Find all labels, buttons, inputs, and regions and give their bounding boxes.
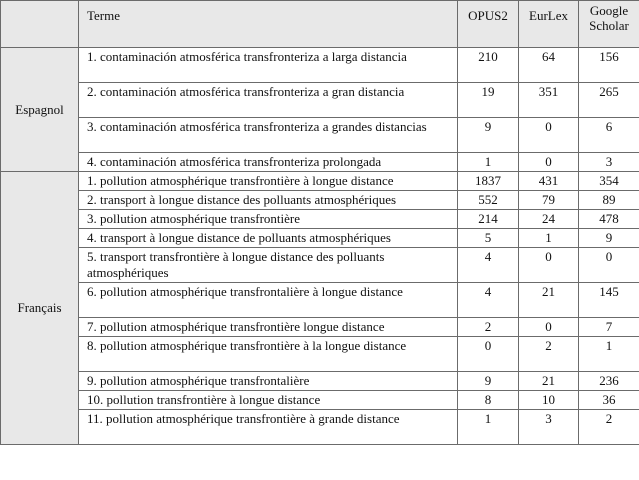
eurlex-count: 64: [519, 48, 579, 83]
eurlex-count: 10: [519, 391, 579, 410]
opus2-count: 210: [458, 48, 519, 83]
header-term: Terme: [79, 1, 458, 48]
eurlex-count: 431: [519, 172, 579, 191]
google-scholar-count: 36: [579, 391, 639, 410]
google-scholar-count: 265: [579, 83, 639, 118]
opus2-count: 214: [458, 210, 519, 229]
opus2-count: 8: [458, 391, 519, 410]
header-google-scholar: [579, 1, 639, 48]
eurlex-count: 3: [519, 410, 579, 445]
opus2-count: 0: [458, 337, 519, 372]
table-row: [1, 318, 639, 337]
opus2-count: 1: [458, 410, 519, 445]
google-scholar-count: 478: [579, 210, 639, 229]
table-row: [1, 48, 639, 83]
table-row: [1, 172, 639, 191]
table-row: [1, 248, 639, 283]
term-cell: 11. pollution atmosphérique transfrontière à grande distance: [79, 410, 458, 445]
opus2-count: 1837: [458, 172, 519, 191]
table-row: [1, 337, 639, 372]
header-language-corner: [1, 1, 79, 48]
google-scholar-count: 9: [579, 229, 639, 248]
google-scholar-count: 236: [579, 372, 639, 391]
term-cell: 4. transport à longue distance de polluants atmosphériques: [79, 229, 458, 248]
term-cell: 7. pollution atmosphérique transfrontière longue distance: [79, 318, 458, 337]
opus2-count: 552: [458, 191, 519, 210]
term-cell: 3. contaminación atmosférica transfronteriza a grandes distancias: [79, 118, 458, 153]
opus2-count: 1: [458, 153, 519, 172]
header-google-line1: Google: [589, 3, 629, 18]
eurlex-count: 0: [519, 318, 579, 337]
table-row: [1, 229, 639, 248]
header-row: [1, 1, 639, 48]
term-cell: 1. contaminación atmosférica transfronteriza a larga distancia: [79, 48, 458, 83]
term-cell: 2. transport à longue distance des polluants atmosphériques: [79, 191, 458, 210]
table-row: [1, 83, 639, 118]
table-row: [1, 191, 639, 210]
table-row: [1, 372, 639, 391]
term-cell: 10. pollution transfrontière à longue distance: [79, 391, 458, 410]
table-row: [1, 410, 639, 445]
google-scholar-count: 1: [579, 337, 639, 372]
term-cell: 1. pollution atmosphérique transfrontière à longue distance: [79, 172, 458, 191]
term-cell: 9. pollution atmosphérique transfrontalière: [79, 372, 458, 391]
eurlex-count: 0: [519, 118, 579, 153]
term-cell: 8. pollution atmosphérique transfrontière à la longue distance: [79, 337, 458, 372]
opus2-count: 4: [458, 283, 519, 318]
table-row: [1, 283, 639, 318]
opus2-count: 4: [458, 248, 519, 283]
eurlex-count: 351: [519, 83, 579, 118]
opus2-count: 19: [458, 83, 519, 118]
opus2-count: 2: [458, 318, 519, 337]
google-scholar-count: 2: [579, 410, 639, 445]
google-scholar-count: 6: [579, 118, 639, 153]
opus2-count: 9: [458, 372, 519, 391]
google-scholar-count: 354: [579, 172, 639, 191]
google-scholar-count: 156: [579, 48, 639, 83]
term-cell: 4. contaminación atmosférica transfronteriza prolongada: [79, 153, 458, 172]
eurlex-count: 21: [519, 372, 579, 391]
term-cell: 6. pollution atmosphérique transfrontalière à longue distance: [79, 283, 458, 318]
opus2-count: 9: [458, 118, 519, 153]
language-label-french: Français: [1, 172, 79, 445]
google-scholar-count: 0: [579, 248, 639, 283]
eurlex-count: 0: [519, 248, 579, 283]
header-google-line2: Scholar: [589, 18, 629, 33]
eurlex-count: 1: [519, 229, 579, 248]
header-opus2: OPUS2: [458, 1, 519, 48]
google-scholar-count: 89: [579, 191, 639, 210]
term-cell: 2. contaminación atmosférica transfronteriza a gran distancia: [79, 83, 458, 118]
language-label-spanish: Espagnol: [1, 48, 79, 172]
eurlex-count: 24: [519, 210, 579, 229]
eurlex-count: 0: [519, 153, 579, 172]
eurlex-count: 21: [519, 283, 579, 318]
table-row: [1, 210, 639, 229]
google-scholar-count: 7: [579, 318, 639, 337]
header-eurlex: EurLex: [519, 1, 579, 48]
table-row: [1, 118, 639, 153]
table-row: [1, 391, 639, 410]
table-row: [1, 153, 639, 172]
eurlex-count: 2: [519, 337, 579, 372]
term-cell: 3. pollution atmosphérique transfrontière: [79, 210, 458, 229]
opus2-count: 5: [458, 229, 519, 248]
eurlex-count: 79: [519, 191, 579, 210]
term-cell: 5. transport transfrontière à longue distance des polluants atmosphériques: [79, 248, 458, 283]
google-scholar-count: 145: [579, 283, 639, 318]
google-scholar-count: 3: [579, 153, 639, 172]
